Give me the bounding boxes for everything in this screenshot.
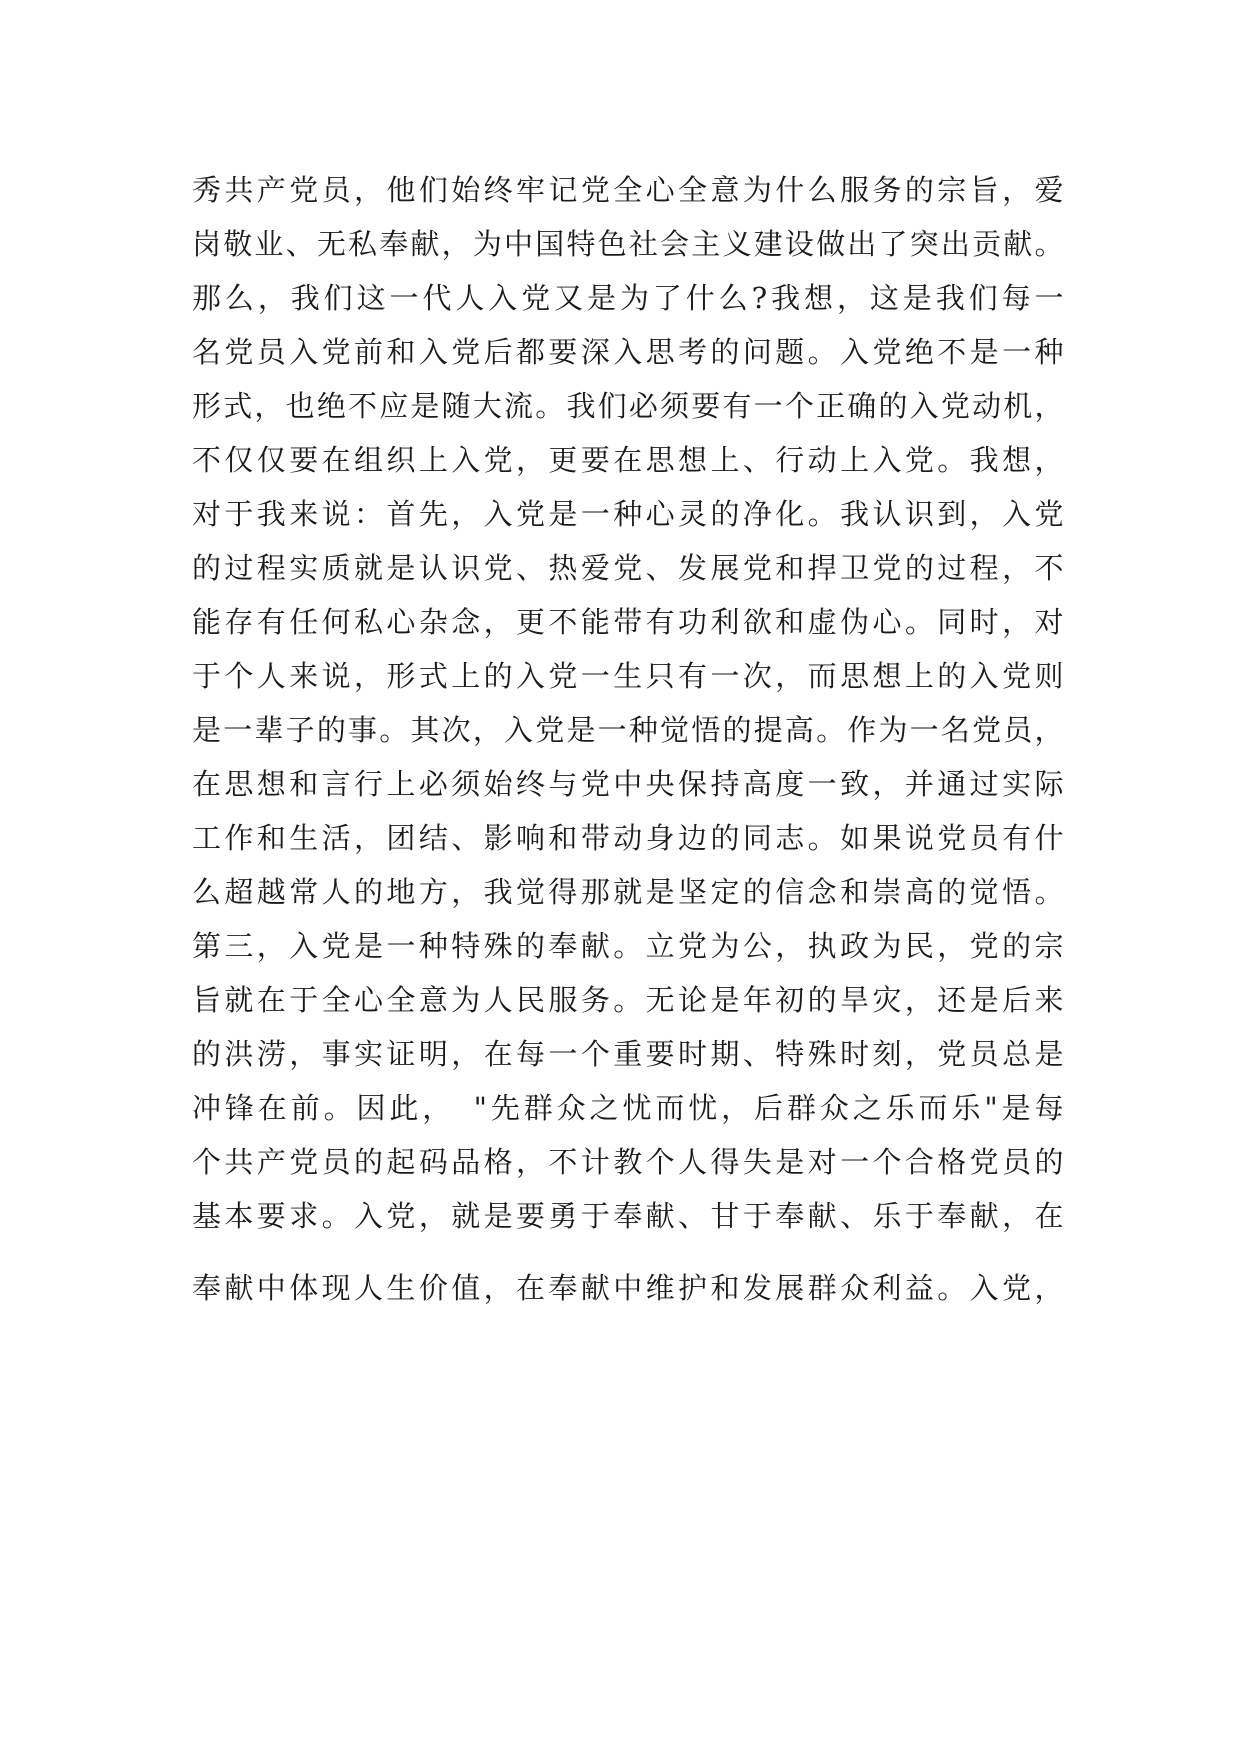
text-line: 工作和生活，团结、影响和带动身边的同志。如果说党员有什 [192, 821, 1064, 855]
text-line: 于个人来说，形式上的入党一生只有一次，而思想上的入党则 [192, 659, 1064, 693]
body-text [192, 163, 1064, 1315]
text-line: 旨就在于全心全意为人民服务。无论是年初的旱灾，还是后来 [192, 983, 1064, 1017]
text-line: 能存有任何私心杂念，更不能带有功利欲和虚伪心。同时，对 [192, 605, 1064, 639]
text-line: 基本要求。入党，就是要勇于奉献、甘于奉献、乐于奉献，在 [192, 1199, 1064, 1233]
text-line: 对于我来说：首先，入党是一种心灵的净化。我认识到，入党 [192, 497, 1064, 531]
text-line: 个共产党员的起码品格，不计教个人得失是对一个合格党员的 [192, 1145, 1064, 1179]
text-line: 在思想和言行上必须始终与党中央保持高度一致，并通过实际 [192, 767, 1064, 801]
text-line: 岗敬业、无私奉献，为中国特色社会主义建设做出了突出贡献。 [192, 227, 1064, 261]
text-line: 的洪涝，事实证明，在每一个重要时期、特殊时刻，党员总是 [192, 1037, 1064, 1071]
text-line: 那么，我们这一代人入党又是为了什么?我想，这是我们每一 [192, 281, 1064, 315]
text-line: 形式，也绝不应是随大流。我们必须要有一个正确的入党动机， [192, 389, 1064, 423]
text-line: 秀共产党员，他们始终牢记党全心全意为什么服务的宗旨，爱 [192, 173, 1064, 207]
text-line: 名党员入党前和入党后都要深入思考的问题。入党绝不是一种 [192, 335, 1064, 369]
text-line: 的过程实质就是认识党、热爱党、发展党和捍卫党的过程，不 [192, 551, 1064, 585]
text-line: 是一辈子的事。其次，入党是一种觉悟的提高。作为一名党员， [192, 713, 1064, 747]
text-line: 奉献中体现人生价值，在奉献中维护和发展群众利益。入党， [192, 1271, 1064, 1305]
text-line: 冲锋在前。因此， "先群众之忧而忧，后群众之乐而乐"是每 [192, 1091, 1064, 1125]
text-line: 不仅仅要在组织上入党，更要在思想上、行动上入党。我想， [192, 443, 1064, 477]
text-line: 么超越常人的地方，我觉得那就是坚定的信念和崇高的觉悟。 [192, 875, 1064, 909]
text-line: 第三，入党是一种特殊的奉献。立党为公，执政为民，党的宗 [192, 929, 1064, 963]
